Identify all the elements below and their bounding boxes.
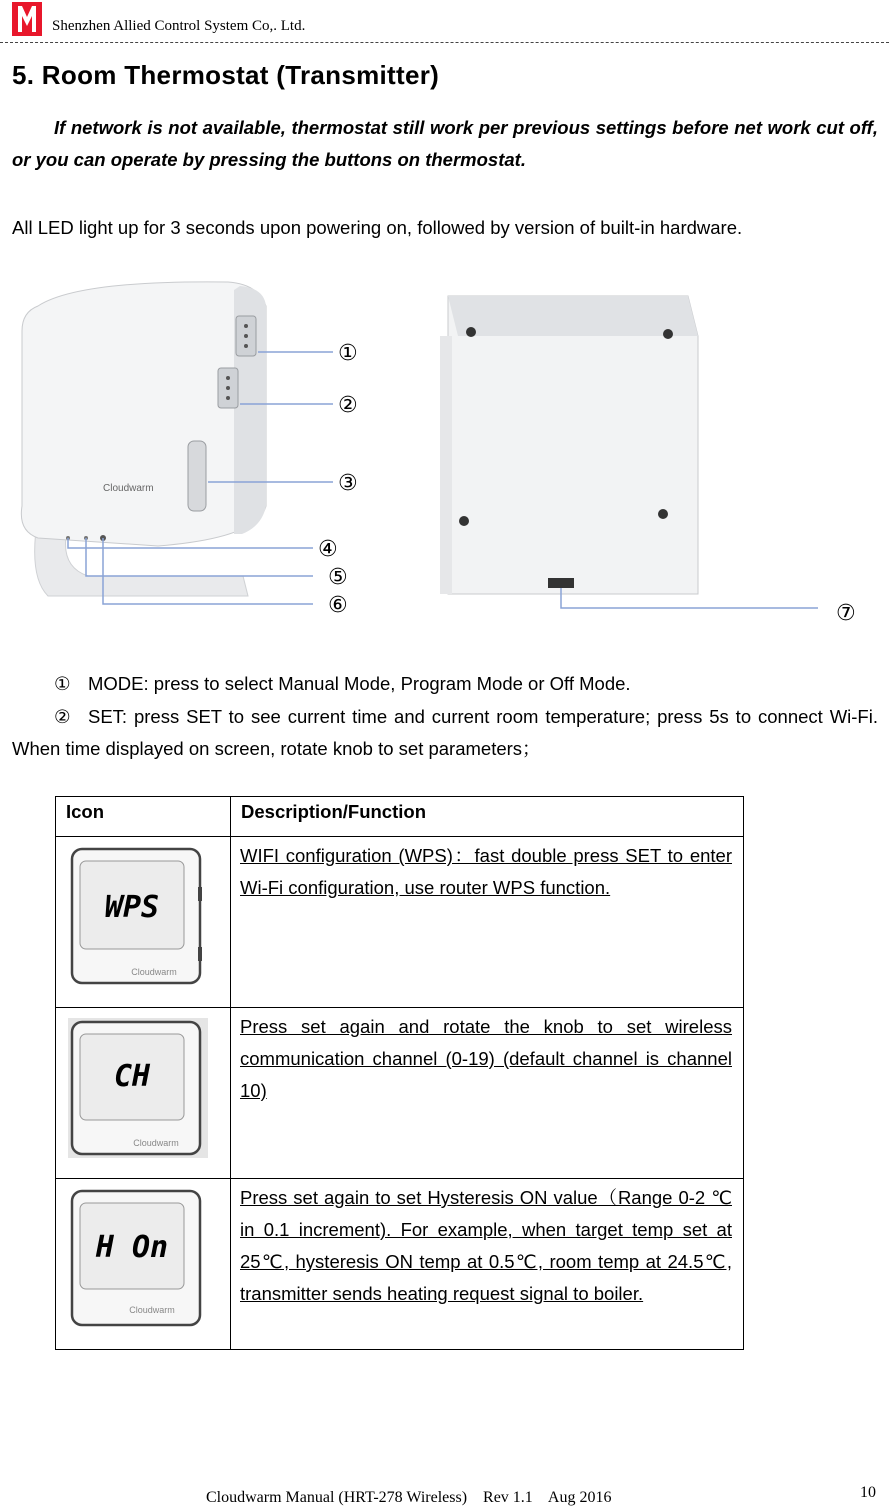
list-item-set (12, 701, 878, 765)
company-logo (12, 2, 42, 36)
section-title: 5. Room Thermostat (Transmitter) (12, 60, 440, 90)
callout-1: ① (338, 341, 358, 366)
thermostat-figure (8, 276, 880, 636)
thermostat-display-icon (68, 847, 208, 987)
led-paragraph: All LED light up for 3 seconds upon powering on, followed by version of built-in hardware. (12, 217, 743, 238)
header-icon: Icon (56, 797, 231, 837)
icon-cell (56, 1179, 231, 1350)
table-row (56, 837, 744, 1008)
icon-cell (56, 837, 231, 1008)
header-divider (0, 42, 889, 43)
thermostat-display-icon (68, 1018, 208, 1158)
table-header-row (56, 797, 744, 837)
description-cell: Press set again to set Hysteresis ON value（Range 0-2 ℃ in 0.1 increment). For example, when target temp set at 25℃, hysteresis ON temp at 0.5℃, room temp at 24.5℃, transmitter sends heating request signal to boiler. (231, 1179, 744, 1350)
list-item-mode (12, 668, 878, 700)
callout-5: ⑤ (328, 565, 348, 590)
item-number: ② (54, 706, 71, 727)
thermostat-display-icon (68, 1189, 208, 1329)
display-brand: Cloudwarm (129, 1305, 175, 1315)
company-name: Shenzhen Allied Control System Co,. Ltd. (52, 18, 306, 34)
display-brand: Cloudwarm (131, 967, 177, 977)
description-cell: Press set again and rotate the knob to set wireless communication channel (0-19) (default channel is channel 10) (231, 1008, 744, 1179)
item-number: ① (54, 673, 71, 694)
item-text: SET: press SET to see current time and current room temperature; press 5s to connect Wi-Fi. When time displayed on screen, rotate knob to set parameters； (12, 706, 878, 759)
description-cell: WIFI configuration (WPS)：fast double press SET to enter Wi-Fi configuration, use router WPS function. (231, 837, 744, 1008)
table-row (56, 1179, 744, 1350)
footer-text: Cloudwarm Manual (HRT-278 Wireless) Rev 1.1 Aug 2016 (206, 1489, 612, 1506)
callout-3: ③ (338, 471, 358, 496)
item-text: MODE: press to select Manual Mode, Program Mode or Off Mode. (88, 673, 631, 694)
callout-6: ⑥ (328, 593, 348, 618)
page-header (0, 0, 889, 44)
callout-2: ② (338, 393, 358, 418)
callout-4: ④ (318, 537, 338, 562)
display-text: H On (95, 1230, 169, 1265)
figure-brand-label: Cloudwarm (103, 483, 154, 494)
table-row (56, 1008, 744, 1179)
callout-7: ⑦ (836, 601, 856, 626)
function-table (55, 796, 744, 1350)
page-number: 10 (860, 1484, 876, 1501)
icon-cell (56, 1008, 231, 1179)
display-text: WPS (104, 890, 160, 925)
header-description: Description/Function (231, 797, 744, 837)
display-text: CH (113, 1059, 151, 1094)
display-brand: Cloudwarm (133, 1138, 179, 1148)
intro-paragraph: If network is not available, thermostat still work per previous settings before net work cut off, or you can operate by pressing the buttons on thermostat. (12, 117, 878, 170)
